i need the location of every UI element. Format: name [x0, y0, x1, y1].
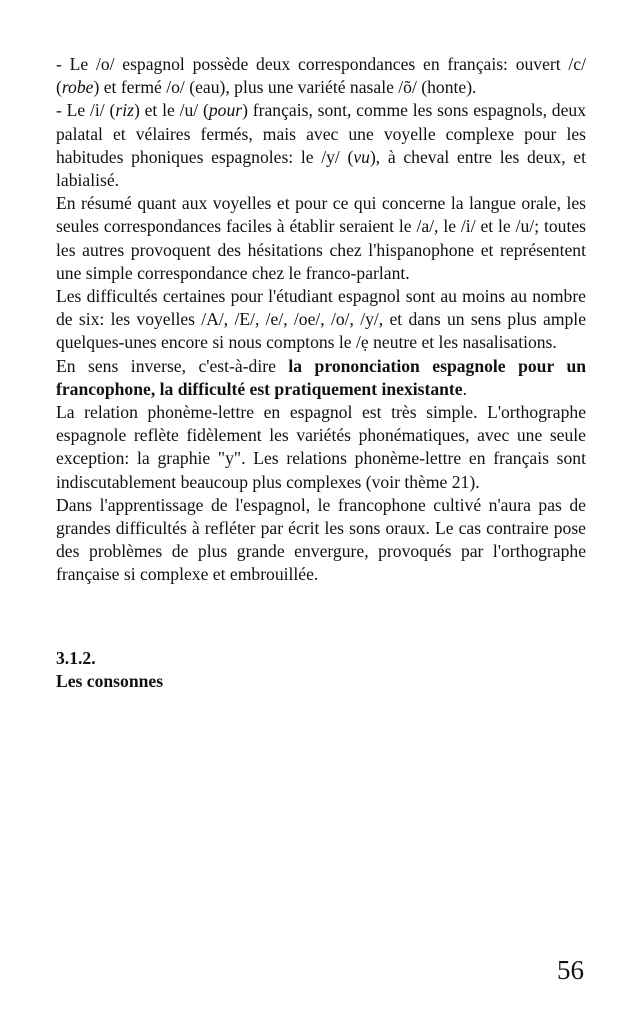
text-segment: Dans l'apprentissage de l'espagnol, le francophone cultivé n'aura pas de grandes difficultés à refléter par écrit les sons oraux. Le cas contraire pose des problèmes de plus grande envergure, provoqués par l'orthographe française si complexe et embrouillée. — [56, 494, 586, 585]
text-segment: - Le /i/ ( — [56, 100, 116, 121]
paragraph-o-vowel — [56, 53, 586, 99]
text-segment: Les difficultés certaines pour l'étudiant espagnol sont au moins au nombre de six: les voyelles /A/, /E/, /e/, /oe/, /o/, /y/, et dans un sens plus ample quelques-unes encore si nous comptons le /ẹ neutre et les nasalisations. — [56, 286, 586, 353]
paragraph-inverse — [56, 355, 586, 401]
section-title: Les consonnes — [56, 671, 164, 692]
paragraph-difficulties — [56, 285, 586, 355]
text-segment: pour — [208, 100, 243, 121]
paragraph-i-u-vowels — [56, 99, 586, 192]
paragraph-summary-vowels — [56, 192, 586, 285]
text-segment: riz — [115, 100, 134, 121]
page-number: 56 — [557, 955, 584, 985]
page-body — [56, 53, 586, 694]
text-segment: La relation phonème-lettre en espagnol est très simple. L'orthographe espagnole reflète fidèlement les variétés phonématiques, avec une seule exception: la graphie "y". Les relations phonème-lettre en français sont indiscutablement beaucoup plus complexes (voir thème 21). — [56, 402, 586, 492]
text-segment: ) et le /u/ ( — [133, 100, 209, 121]
text-segment: . — [462, 378, 467, 399]
text-segment: ) français, sont, comme les sons espagnols, deux palatal et vélaires fermés, mais avec une voyelle complexe pour les habitudes phoniques espagnoles: le /y/ ( — [56, 100, 586, 167]
text-segment: robe — [61, 77, 94, 98]
text-segment: ) et fermé /o/ (eau), plus une variété nasale /õ/ (honte). — [93, 77, 477, 98]
text-segment: vu — [353, 146, 370, 167]
text-segment: En résumé quant aux voyelles et pour ce qui concerne la langue orale, les seules correspondances faciles à établir seraient le /a/, le /i/ et le /u/; toutes les autres provoquent des hésitations chez l'hispanophone et représentent une simple correspondance chez le franco-parlant. — [56, 193, 586, 283]
section-number: 3.1.2. — [56, 647, 96, 668]
text-segment: la prononciation espagnole pour un francophone, la difficulté est pratiquement inexistante — [56, 355, 587, 399]
text-segment: En sens inverse, c'est-à-dire — [56, 355, 289, 376]
text-segment: ), à cheval entre les deux, et labialisé. — [56, 146, 586, 191]
text-segment: - Le /o/ espagnol possède deux correspondances en français: ouvert /c/ ( — [56, 54, 586, 98]
paragraph-learning — [56, 494, 586, 587]
paragraph-phoneme-letter — [56, 401, 586, 494]
section-heading — [56, 647, 586, 694]
